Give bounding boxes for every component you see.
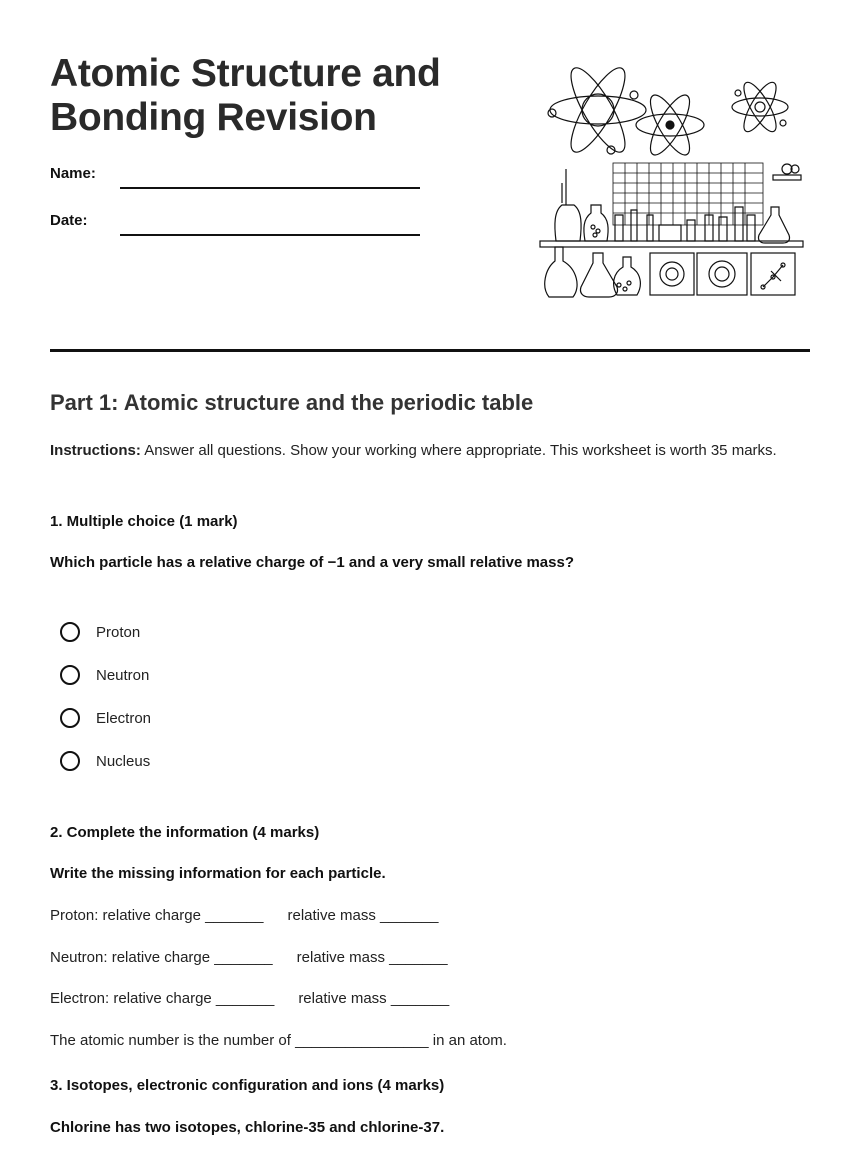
section-divider	[50, 349, 810, 352]
title-line-1: Atomic Structure and	[50, 52, 441, 95]
electron-mass: relative mass _______	[298, 990, 450, 1007]
neutron-charge: Neutron: relative charge _______	[50, 949, 273, 966]
proton-charge: Proton: relative charge _______	[50, 907, 264, 924]
shelf-icon	[540, 241, 803, 247]
neutron-fill-line[interactable]	[50, 949, 448, 966]
electron-charge: Electron: relative charge _______	[50, 990, 275, 1007]
part-1-heading: Part 1: Atomic structure and the periodic table	[50, 390, 534, 415]
science-lab-illustration	[535, 65, 810, 305]
radio-button[interactable]	[60, 622, 80, 642]
proton-fill-line[interactable]	[50, 907, 438, 924]
option-proton[interactable]	[60, 619, 140, 645]
atom-icon	[548, 65, 646, 159]
question-2-heading: 2. Complete the information (4 marks)	[50, 824, 320, 841]
question-3-prompt: Chlorine has two isotopes, chlorine-35 and chlorine-37.	[50, 1119, 445, 1136]
option-label: Neutron	[96, 666, 150, 684]
option-neutron[interactable]	[60, 662, 149, 688]
title-line-2: Bonding Revision	[50, 96, 377, 139]
atom-icon	[636, 90, 704, 160]
radio-button[interactable]	[60, 708, 80, 728]
neutron-mass: relative mass _______	[296, 949, 448, 966]
proton-mass: relative mass _______	[287, 907, 439, 924]
tool-icon	[773, 164, 801, 180]
instructions-text: Answer all questions. Show your working where appropriate. This worksheet is worth 35 marks.	[144, 442, 777, 459]
molecule-frame-icon	[650, 253, 795, 295]
flask-icon	[545, 247, 641, 297]
option-label: Electron	[96, 709, 152, 727]
option-nucleus[interactable]	[60, 748, 150, 774]
name-label: Name:	[50, 165, 96, 182]
radio-button[interactable]	[60, 665, 80, 685]
question-2-prompt: Write the missing information for each particle.	[50, 865, 386, 882]
flask-icon	[555, 169, 790, 243]
radio-button[interactable]	[60, 751, 80, 771]
periodic-table-icon	[613, 163, 763, 225]
atomic-number-fill-line[interactable]: The atomic number is the number of ________________ in an atom.	[50, 1032, 507, 1049]
question-1-prompt: Which particle has a relative charge of −1 and a very small relative mass?	[50, 554, 574, 571]
instructions-label: Instructions:	[50, 442, 141, 459]
date-label: Date:	[50, 212, 88, 229]
question-1-heading: 1. Multiple choice (1 mark)	[50, 513, 238, 530]
instructions	[50, 438, 810, 464]
option-label: Nucleus	[96, 752, 151, 770]
option-label: Proton	[96, 623, 141, 641]
electron-fill-line[interactable]	[50, 990, 449, 1007]
question-3-heading: 3. Isotopes, electronic configuration and ions (4 marks)	[50, 1077, 445, 1094]
atom-icon	[732, 78, 788, 135]
date-field[interactable]	[120, 234, 420, 236]
name-field[interactable]	[120, 187, 420, 189]
worksheet-title	[50, 52, 510, 140]
option-electron[interactable]	[60, 705, 151, 731]
